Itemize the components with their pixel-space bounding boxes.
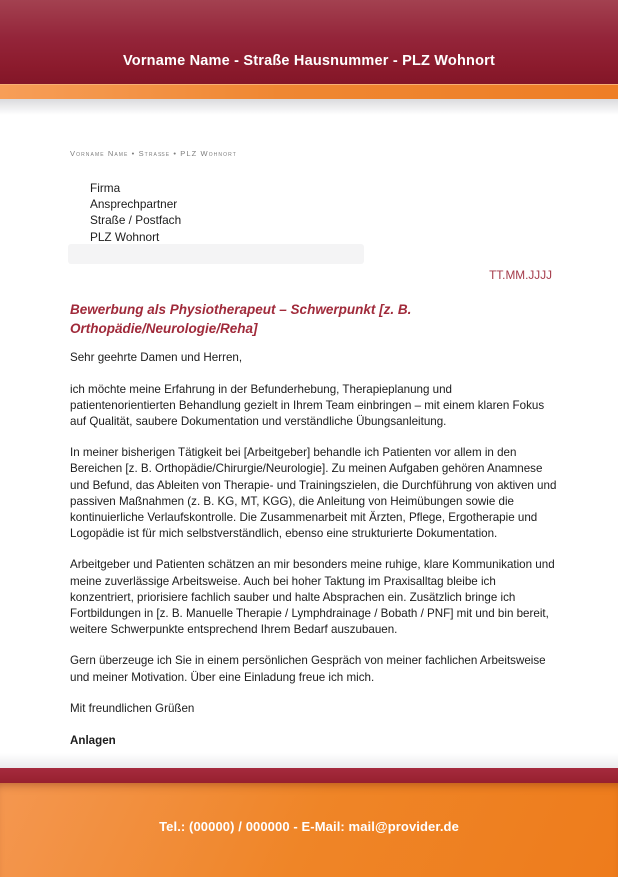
header-shadow (0, 99, 618, 115)
recipient-contact-person: Ansprechpartner (90, 197, 178, 212)
header-band (0, 0, 618, 84)
salutation: Sehr geehrte Damen und Herren, (70, 351, 243, 364)
body-paragraph-3: Arbeitgeber und Patienten schätzen an mir besonders meine ruhige, klare Kommunikation und meine zuverlässige Arbeitsweise. Auch bei hoher Taktung im Praxisalltag bleibe ich konzentriert, priorisiere fachlich sauber und halte Absprachen ein. Zusätzlich bringe ich Fortbildungen in [z. B. Manuelle Therapie / Lymphdrainage / Bobath / PNF] mit und bin bereit, weitere Schwerpunkte entsprechend Ihrem Bedarf auszubauen. (70, 558, 555, 636)
subject-line: Bewerbung als Physiotherapeut – Schwerpunkt [z. B. Orthopädie/Neurologie/Reha] (70, 302, 412, 336)
footer-band (0, 783, 618, 877)
recipient-city: PLZ Wohnort (90, 229, 160, 244)
header-contact-line: Vorname Name - Straße Hausnummer - PLZ Wohnort (122, 53, 496, 69)
footer-accent-band (0, 768, 618, 783)
footer-contact-line: Tel.: (00000) / 000000 - E-Mail: mail@provider.de (159, 819, 459, 834)
body-paragraph-4: Gern überzeuge ich Sie in einem persönlichen Gespräch von meiner fachlichen Arbeitsweise und meiner Motivation. Über eine Einladung freue ich mich. (70, 654, 546, 684)
empty-placeholder-box (68, 244, 364, 264)
letter-body (70, 350, 557, 749)
footer-shadow (0, 753, 618, 768)
recipient-street: Straße / Postfach (90, 213, 182, 228)
recipient-company: Firma (90, 181, 121, 195)
recipient-address-block (90, 180, 181, 245)
body-paragraph-2: In meiner bisherigen Tätigkeit bei [Arbeitgeber] behandle ich Patienten vor allem in den Bereichen [z. B. Orthopädie/Chirurgie/Neurologie]. Zu meinen Aufgaben gehören Anamnese und Befund, das Ableiten von Therapie- und Trainingszielen, die Durchführung von aktiven und passiven Maßnahmen (z. B. KG, MT, KGG), die Anleitung von Heimübungen sowie die kontinuierliche Verlaufskontrolle. Die Zusammenarbeit mit Ärzten, Pflege, Ergotherapie und Logopädie ist für mich selbstverständlich, ebenso eine strukturierte Dokumentation. (70, 446, 557, 540)
header-accent-stripe (0, 84, 618, 99)
date-placeholder: TT.MM.JJJJ (489, 268, 552, 282)
sender-address-line: Vorname Name • Straße • PLZ Wohnort (70, 149, 237, 158)
closing-formula: Mit freundlichen Grüßen (70, 702, 195, 716)
body-paragraph-1: ich möchte meine Erfahrung in der Befunderhebung, Therapieplanung und patientenorientierten Behandlung gezielt in Ihrem Team einbringen – mit einem klaren Fokus auf Qualität, saubere Dokumentation und verständliche Übungsanleitung. (70, 382, 545, 428)
enclosures-label: Anlagen (70, 733, 116, 747)
